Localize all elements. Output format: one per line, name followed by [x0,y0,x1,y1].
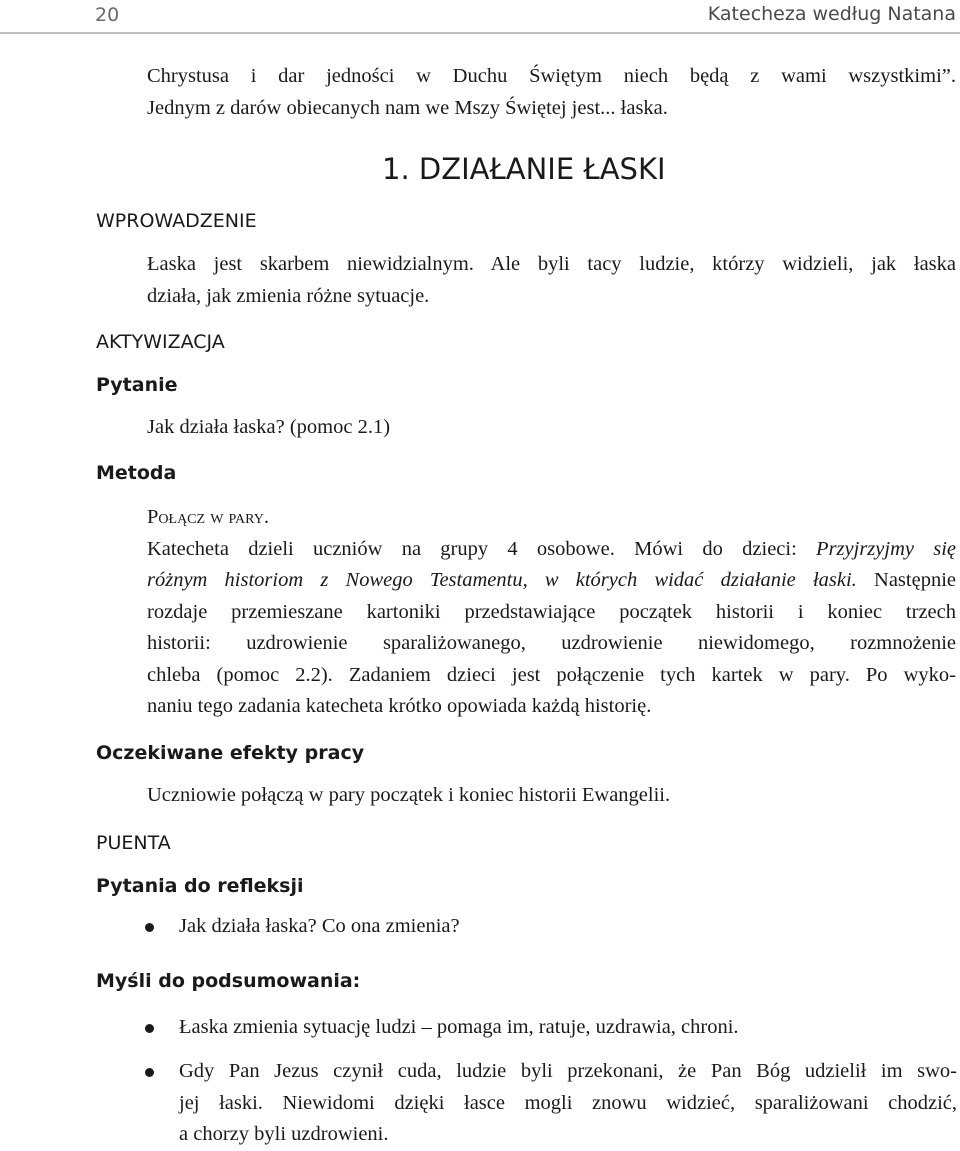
metoda-line-1-italic: Przyjrzyjmy się [816,537,957,560]
metoda-line-2-tail: Następnie [856,569,956,591]
pytanie-refleksja-text: Jak działa łaska? Co ona zmienia? [179,915,460,937]
intro-line-1: Chrystusa i dar jedności w Duchu Świętym niech będą z wami wszystkimi”. [147,65,956,87]
mysl-2-text [179,1056,957,1151]
header-rule [0,32,960,34]
page-number: 20 [95,4,120,26]
oczekiwane-text [147,780,956,812]
metoda-line-1-text: Katecheta dzieli uczniów na grupy 4 osobowe. Mówi do dzieci: [147,537,817,560]
pytanie-line: Jak działa łaska? (pomoc 2.1) [147,416,391,438]
bullet-icon [145,1068,154,1077]
metoda-paragraph [147,502,956,723]
mysl-2-line-3: a chorzy byli uzdrowieni. [179,1123,389,1145]
heading-pytanie: Pytanie [96,374,178,396]
heading-wprowadzenie: WPROWADZENIE [96,210,257,232]
mysl-2-line-2: jej łaski. Niewidomi dzięki łasce mogli znowu widzieć, sparaliżowani chodzić, [179,1091,957,1114]
metoda-line-2 [147,565,956,597]
wprowadzenie-line-1: Łaska jest skarbem niewidzialnym. Ale byli tacy ludzie, którzy widzieli, jak łaska [147,253,956,275]
metoda-line-4: historii: uzdrowienie sparaliżowanego, uzdrowienie niewidomego, rozmnożenie [147,632,956,654]
heading-pytania-do-refleksji: Pytania do refleksji [96,875,304,897]
page-header [0,0,960,34]
metoda-line-3: rozdaje przemieszane kartoniki przedstawiające początek historii i koniec trzech [147,600,956,623]
bullet-icon [145,1024,154,1033]
wprowadzenie-paragraph [147,249,956,312]
heading-metoda: Metoda [96,462,177,484]
intro-line-2: Jednym z darów obiecanych nam we Mszy Świętej jest... łaska. [147,96,668,119]
metoda-line-5: chleba (pomoc 2.2). Zadaniem dzieci jest połączenie tych kartek w pary. Po wyko- [147,663,956,686]
metoda-name: Połącz w pary. [147,506,269,528]
metoda-line-2-italic: różnym historiom z Nowego Testamentu, w których widać działanie łaski. [147,569,857,591]
metoda-line-6: naniu tego zadania katecheta krótko opowiada każdą historię. [147,695,652,717]
oczekiwane-line: Uczniowie połączą w pary początek i koniec historii Ewangelii. [147,784,671,806]
heading-oczekiwane-efekty: Oczekiwane efekty pracy [96,742,365,764]
intro-paragraph [147,61,956,124]
heading-puenta: PUENTA [96,832,171,854]
list-item-mysl-2 [145,1056,957,1151]
list-item-mysl-1 [145,1012,957,1044]
wprowadzenie-line-2: działa, jak zmienia różne sytuacje. [147,284,430,307]
list-item-pytanie [145,911,957,943]
running-title: Katecheza według Natana [707,3,956,25]
heading-aktywizacja: AKTYWIZACJA [96,331,225,353]
mysl-2-line-1: Gdy Pan Jezus czynił cuda, ludzie byli przekonani, że Pan Bóg udzielił im swo- [179,1060,957,1082]
chapter-title: 1. DZIAŁANIE ŁASKI [382,152,666,186]
bullet-icon [145,923,154,932]
mysl-1-line-1: Łaska zmienia sytuację ludzi – pomaga im, ratuje, uzdrawia, chroni. [179,1016,739,1038]
metoda-line-1 [147,534,956,566]
heading-mysli-do-podsumowania: Myśli do podsumowania: [96,970,361,992]
pytanie-text [147,412,956,444]
